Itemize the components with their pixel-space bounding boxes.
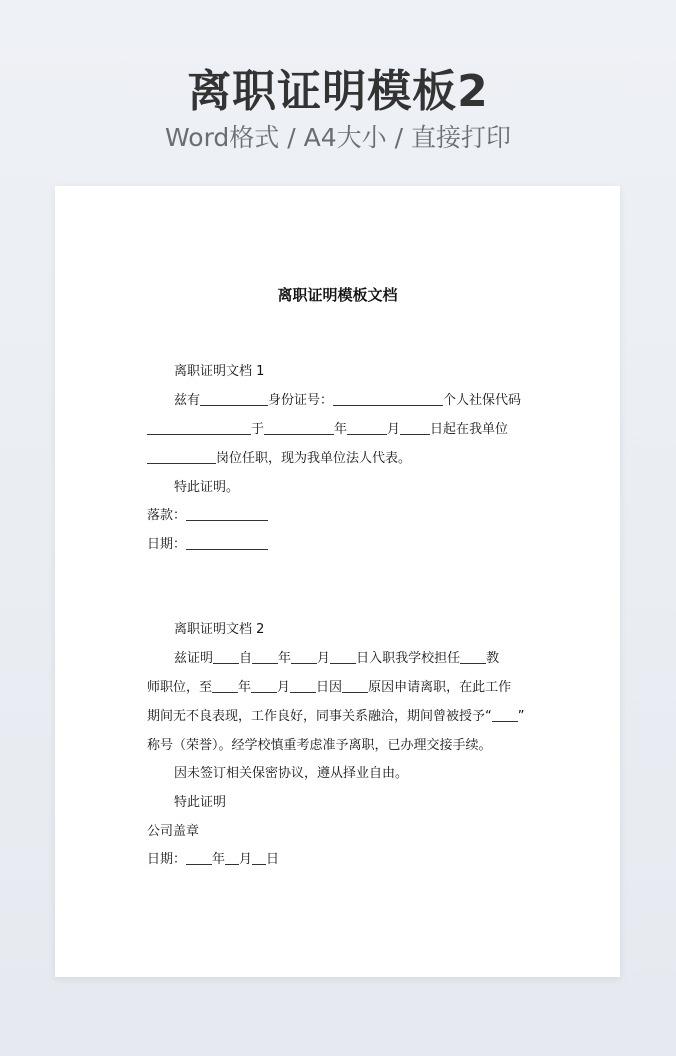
text-span: 教: [486, 651, 500, 666]
section2-line5: 因未签订相关保密协议，遵从择业自由。: [174, 766, 409, 781]
blank-reason: [342, 678, 368, 693]
text-span: 于: [251, 422, 265, 437]
blank-day: [252, 850, 266, 865]
text-span: 年: [278, 651, 292, 666]
text-span: 兹证明: [174, 651, 214, 666]
section1-certify: 特此证明。: [174, 480, 240, 495]
blank-subject: [460, 649, 486, 664]
text-span: 年: [334, 422, 348, 437]
blank-year: [212, 678, 238, 693]
section1-line1: [174, 391, 537, 411]
text-span: 原因申请离职，在此工作: [368, 680, 512, 695]
text-span: 月: [387, 422, 401, 437]
blank-day: [330, 649, 356, 664]
blank-year: [186, 850, 212, 865]
text-span: 年: [212, 852, 226, 867]
date-label: 日期：: [147, 537, 187, 552]
section2-line1: [174, 649, 537, 669]
blank-id-number: [333, 391, 443, 406]
text-span: 日入职我学校担任: [356, 651, 461, 666]
text-span: ”: [517, 709, 525, 724]
blank-name: [200, 391, 268, 406]
section2-date-line: [147, 850, 537, 870]
blank-month: [251, 678, 277, 693]
text-span: 期间无不良表现，工作良好，同事关系融洽，期间曾被授予“: [147, 709, 492, 724]
text-span: 身份证号：: [268, 393, 334, 408]
section2-seal: 公司盖章: [147, 824, 200, 839]
text-span: 月: [239, 852, 253, 867]
section2-heading: 离职证明文档 2: [174, 622, 265, 637]
document-title: 离职证明模板文档: [277, 286, 398, 304]
text-span: 岗位任职，现为我单位法人代表。: [216, 451, 412, 466]
section2-line3: [147, 707, 537, 727]
section2-line4: 称号（荣誉）。经学校慎重考虑准予离职，已办理交接手续。: [147, 738, 492, 753]
section1-line2: [147, 420, 537, 440]
text-span: 月: [317, 651, 331, 666]
text-span: 月: [277, 680, 291, 695]
blank-signature: [186, 506, 268, 521]
document-page: [55, 186, 620, 977]
blank-social-code: [147, 420, 251, 435]
text-span: 日起在我单位: [430, 422, 509, 437]
date-label: 日期：: [147, 852, 187, 867]
section1-signature-line: [147, 506, 537, 526]
blank-position: [147, 449, 216, 464]
text-span: 师职位，至: [147, 680, 213, 695]
blank-month: [291, 649, 317, 664]
blank-day: [400, 420, 430, 435]
text-span: 个人社保代码: [443, 393, 522, 408]
section2-line2: [147, 678, 537, 698]
section1-heading: 离职证明文档 1: [174, 364, 265, 379]
section1-line3: [147, 449, 537, 469]
blank-month: [225, 850, 239, 865]
section1-date-line: [147, 535, 537, 555]
banner-subtitle: Word格式 / A4大小 / 直接打印: [165, 123, 511, 152]
text-span: 日因: [316, 680, 343, 695]
blank-person: [213, 649, 239, 664]
banner-title: 离职证明模板2: [187, 66, 489, 117]
text-span: 自: [239, 651, 253, 666]
blank-year: [252, 649, 278, 664]
blank-day: [290, 678, 316, 693]
text-span: 兹有: [174, 393, 201, 408]
blank-month: [347, 420, 387, 435]
blank-year: [264, 420, 334, 435]
blank-date: [186, 535, 268, 550]
text-span: 日: [266, 852, 280, 867]
blank-honor: [492, 707, 518, 722]
text-span: 年: [238, 680, 252, 695]
section2-certify: 特此证明: [174, 795, 227, 810]
signature-label: 落款：: [147, 508, 187, 523]
